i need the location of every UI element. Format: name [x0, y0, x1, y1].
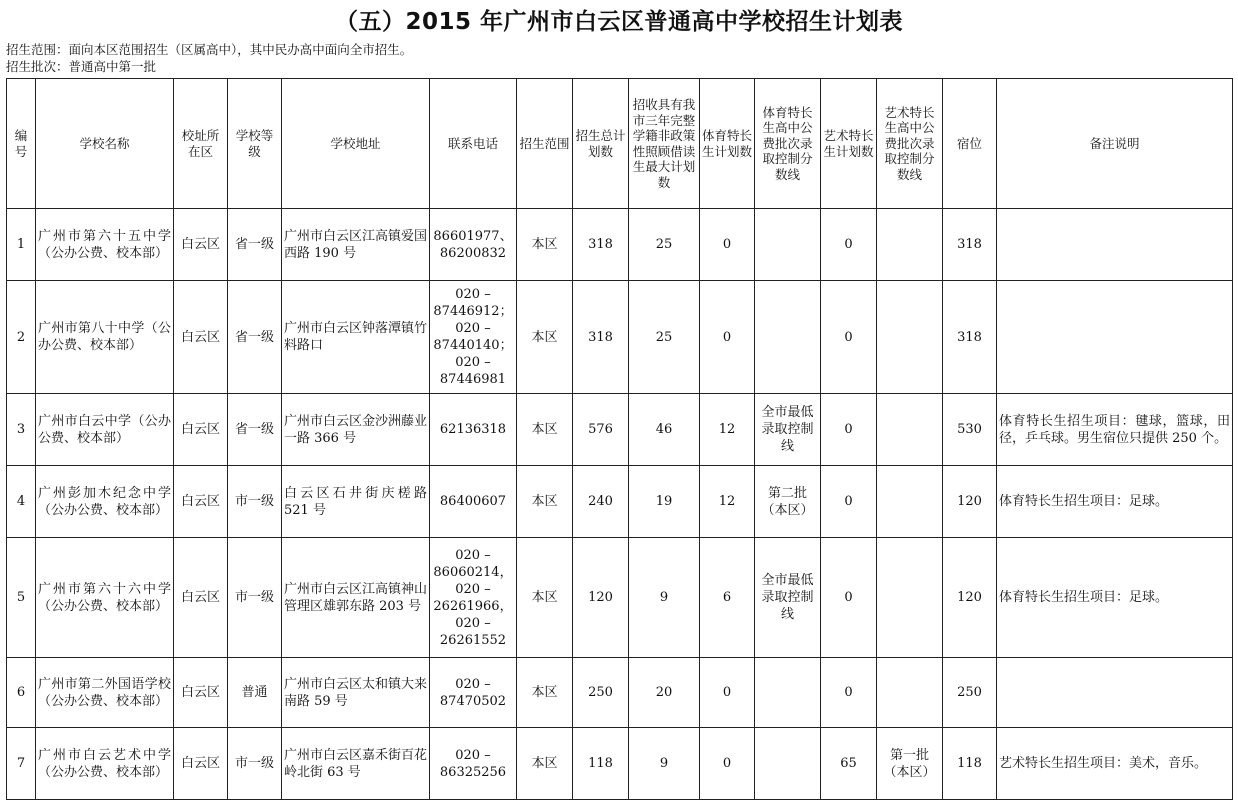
cell-dorm: 120 [943, 538, 997, 658]
cell-address: 广州市白云区江高镇爱国西路 190 号 [282, 209, 430, 281]
table-row [7, 658, 1233, 728]
cell-district: 白云区 [174, 658, 228, 728]
cell-sports-line [755, 658, 821, 728]
header-district: 校址所在区 [174, 79, 228, 209]
header-address: 学校地址 [282, 79, 430, 209]
cell-address: 广州市白云区嘉禾街百花岭北街 63 号 [282, 728, 430, 800]
header-total-plan: 招生总计划数 [573, 79, 629, 209]
header-notes: 备注说明 [997, 79, 1233, 209]
cell-level: 市一级 [228, 728, 282, 800]
cell-phone: 86601977、86200832 [430, 209, 517, 281]
cell-arts-line [877, 281, 943, 394]
cell-nonpolicy-plan: 19 [629, 466, 700, 538]
cell-address: 广州市白云区金沙洲藤业一路 366 号 [282, 394, 430, 466]
cell-dorm: 120 [943, 466, 997, 538]
cell-address: 白云区石井街庆槎路 521 号 [282, 466, 430, 538]
header-nonpolicy-plan: 招收具有我市三年完整学籍非政策性照顾借读生最大计划数 [629, 79, 700, 209]
cell-dorm: 318 [943, 281, 997, 394]
cell-sports-line: 全市最低录取控制线 [755, 538, 821, 658]
header-sports-plan: 体育特长生计划数 [700, 79, 755, 209]
cell-no: 6 [7, 658, 36, 728]
cell-sports-line [755, 281, 821, 394]
cell-no: 5 [7, 538, 36, 658]
cell-notes [997, 658, 1233, 728]
cell-sports-line [755, 209, 821, 281]
cell-arts-plan: 0 [821, 466, 877, 538]
cell-district: 白云区 [174, 209, 228, 281]
cell-dorm: 250 [943, 658, 997, 728]
table-row [7, 281, 1233, 394]
cell-total-plan: 576 [573, 394, 629, 466]
cell-nonpolicy-plan: 9 [629, 728, 700, 800]
cell-no: 2 [7, 281, 36, 394]
cell-level: 省一级 [228, 281, 282, 394]
cell-district: 白云区 [174, 728, 228, 800]
cell-phone: 62136318 [430, 394, 517, 466]
header-dorm: 宿位 [943, 79, 997, 209]
cell-district: 白云区 [174, 281, 228, 394]
cell-dorm: 318 [943, 209, 997, 281]
table-row [7, 728, 1233, 800]
cell-notes: 体育特长生招生项目：毽球，篮球，田径，乒乓球。男生宿位只提供 250 个。 [997, 394, 1233, 466]
cell-total-plan: 318 [573, 281, 629, 394]
cell-total-plan: 120 [573, 538, 629, 658]
cell-sports-plan: 0 [700, 281, 755, 394]
cell-phone: 020 – 86060214，020 – 26261966，020 – 26261552 [430, 538, 517, 658]
cell-school-name: 广州市第六十五中学（公办公费、校本部） [36, 209, 174, 281]
cell-school-name: 广州市白云艺术中学（公办公费、校本部） [36, 728, 174, 800]
cell-arts-line [877, 538, 943, 658]
header-arts-plan: 艺术特长生计划数 [821, 79, 877, 209]
cell-arts-line [877, 466, 943, 538]
cell-nonpolicy-plan: 25 [629, 281, 700, 394]
table-row [7, 394, 1233, 466]
cell-sports-plan: 12 [700, 466, 755, 538]
cell-arts-line [877, 209, 943, 281]
cell-phone: 86400607 [430, 466, 517, 538]
cell-sports-plan: 0 [700, 209, 755, 281]
cell-sports-line: 全市最低录取控制线 [755, 394, 821, 466]
cell-no: 3 [7, 394, 36, 466]
header-sports-line: 体育特长生高中公费批次录取控制分数线 [755, 79, 821, 209]
cell-level: 市一级 [228, 466, 282, 538]
cell-total-plan: 318 [573, 209, 629, 281]
cell-district: 白云区 [174, 538, 228, 658]
cell-phone: 020 – 87446912；020 – 87440140；020 – 87446981 [430, 281, 517, 394]
cell-nonpolicy-plan: 9 [629, 538, 700, 658]
cell-range: 本区 [517, 466, 573, 538]
cell-level: 省一级 [228, 394, 282, 466]
cell-school-name: 广州市第二外国语学校（公办公费、校本部） [36, 658, 174, 728]
cell-level: 省一级 [228, 209, 282, 281]
cell-district: 白云区 [174, 466, 228, 538]
cell-arts-line [877, 658, 943, 728]
cell-nonpolicy-plan: 25 [629, 209, 700, 281]
cell-district: 白云区 [174, 394, 228, 466]
cell-arts-plan: 0 [821, 394, 877, 466]
admission-batch: 招生批次：普通高中第一批 [6, 59, 157, 74]
cell-address: 广州市白云区钟落潭镇竹料路口 [282, 281, 430, 394]
cell-sports-plan: 0 [700, 728, 755, 800]
cell-notes: 体育特长生招生项目：足球。 [997, 538, 1233, 658]
cell-range: 本区 [517, 281, 573, 394]
page-title: （五）2015 年广州市白云区普通高中学校招生计划表 [334, 9, 904, 35]
header-no: 编号 [7, 79, 36, 209]
header-level: 学校等级 [228, 79, 282, 209]
cell-nonpolicy-plan: 20 [629, 658, 700, 728]
cell-arts-plan: 0 [821, 538, 877, 658]
cell-school-name: 广州彭加木纪念中学（公办公费、校本部） [36, 466, 174, 538]
cell-total-plan: 118 [573, 728, 629, 800]
admission-scope: 招生范围：面向本区范围招生（区属高中），其中民办高中面向全市招生。 [6, 42, 413, 57]
cell-school-name: 广州市白云中学（公办公费、校本部） [36, 394, 174, 466]
cell-sports-plan: 12 [700, 394, 755, 466]
cell-sports-line [755, 728, 821, 800]
header-phone: 联系电话 [430, 79, 517, 209]
cell-notes: 艺术特长生招生项目：美术，音乐。 [997, 728, 1233, 800]
cell-no: 7 [7, 728, 36, 800]
cell-level: 市一级 [228, 538, 282, 658]
cell-phone: 020 – 87470502 [430, 658, 517, 728]
cell-no: 4 [7, 466, 36, 538]
cell-range: 本区 [517, 394, 573, 466]
cell-range: 本区 [517, 538, 573, 658]
cell-arts-line [877, 394, 943, 466]
cell-address: 广州市白云区太和镇大来南路 59 号 [282, 658, 430, 728]
cell-range: 本区 [517, 658, 573, 728]
cell-sports-line: 第二批（本区） [755, 466, 821, 538]
table-row [7, 209, 1233, 281]
cell-school-name: 广州市第八十中学（公办公费、校本部） [36, 281, 174, 394]
cell-sports-plan: 6 [700, 538, 755, 658]
cell-no: 1 [7, 209, 36, 281]
cell-sports-plan: 0 [700, 658, 755, 728]
cell-notes [997, 209, 1233, 281]
cell-total-plan: 240 [573, 466, 629, 538]
cell-nonpolicy-plan: 46 [629, 394, 700, 466]
cell-phone: 020 – 86325256 [430, 728, 517, 800]
cell-range: 本区 [517, 209, 573, 281]
header-school-name: 学校名称 [36, 79, 174, 209]
table-header-row [7, 79, 1233, 209]
header-range: 招生范围 [517, 79, 573, 209]
cell-dorm: 118 [943, 728, 997, 800]
cell-dorm: 530 [943, 394, 997, 466]
cell-arts-line: 第一批（本区） [877, 728, 943, 800]
cell-notes: 体育特长生招生项目：足球。 [997, 466, 1233, 538]
table-row [7, 466, 1233, 538]
cell-level: 普通 [228, 658, 282, 728]
cell-total-plan: 250 [573, 658, 629, 728]
cell-address: 广州市白云区江高镇神山管理区雄郭东路 203 号 [282, 538, 430, 658]
cell-arts-plan: 0 [821, 209, 877, 281]
cell-arts-plan: 0 [821, 281, 877, 394]
table-row [7, 538, 1233, 658]
header-arts-line: 艺术特长生高中公费批次录取控制分数线 [877, 79, 943, 209]
cell-arts-plan: 65 [821, 728, 877, 800]
cell-arts-plan: 0 [821, 658, 877, 728]
cell-range: 本区 [517, 728, 573, 800]
enrollment-plan-table [6, 78, 1233, 800]
cell-notes [997, 281, 1233, 394]
cell-school-name: 广州市第六十六中学（公办公费、校本部） [36, 538, 174, 658]
